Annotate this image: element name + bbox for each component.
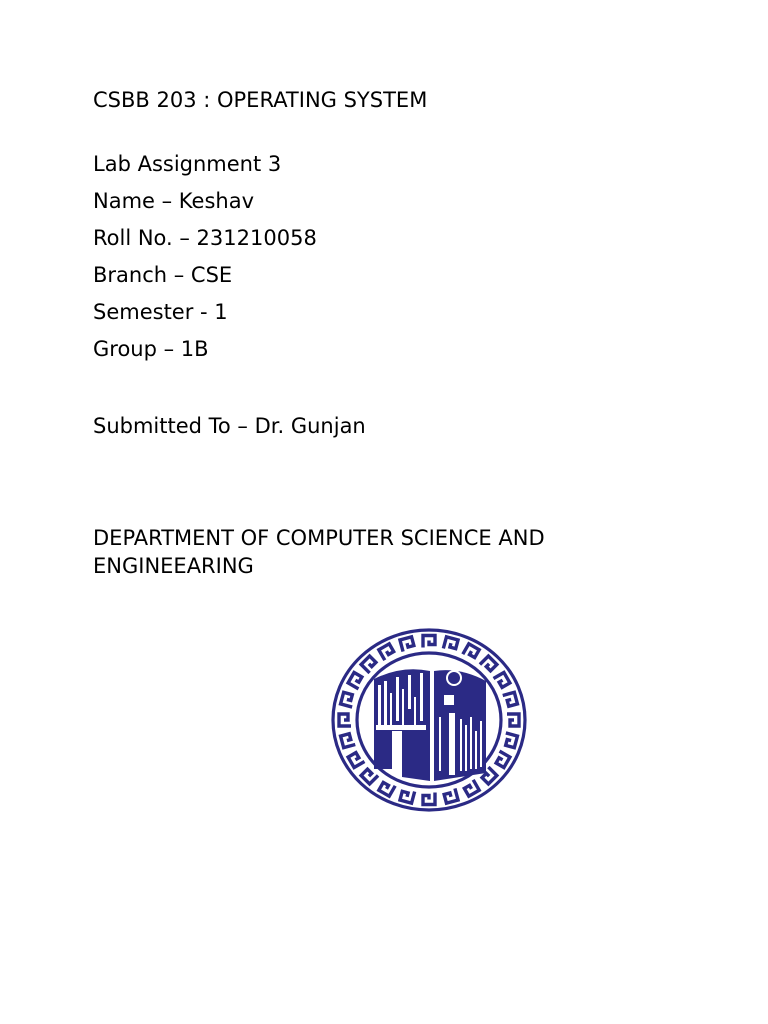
student-name: Name – Keshav [93, 189, 254, 213]
meander-key [423, 636, 435, 648]
semester: Semester - 1 [93, 300, 228, 324]
institute-emblem-icon [330, 627, 528, 813]
meander-key [443, 637, 458, 652]
assignment-label: Lab Assignment 3 [93, 152, 282, 176]
meander-key [494, 673, 510, 689]
course-title: CSBB 203 : OPERATING SYSTEM [93, 88, 428, 112]
roll-number: Roll No. – 231210058 [93, 226, 317, 250]
meander-key [400, 788, 415, 803]
meander-key [463, 644, 479, 660]
meander-key [379, 780, 395, 796]
meander-key [463, 780, 479, 796]
group: Group – 1B [93, 337, 209, 361]
meander-key [379, 644, 395, 660]
meander-key [339, 714, 351, 726]
meander-key [348, 673, 364, 689]
meander-key [503, 692, 518, 707]
meander-key [348, 751, 364, 767]
meander-key [400, 637, 415, 652]
meander-key [494, 751, 510, 767]
submitted-to: Submitted To – Dr. Gunjan [93, 414, 366, 438]
meander-key [507, 714, 519, 726]
meander-key [480, 656, 497, 673]
meander-key [443, 788, 458, 803]
branch: Branch – CSE [93, 263, 233, 287]
meander-key [361, 767, 378, 784]
meander-key [341, 733, 356, 748]
meander-key [423, 793, 435, 805]
department-name: DEPARTMENT OF COMPUTER SCIENCE AND ENGINEEARING [93, 526, 545, 578]
meander-key [361, 656, 378, 673]
meander-key [341, 692, 356, 707]
meander-key [503, 733, 518, 748]
